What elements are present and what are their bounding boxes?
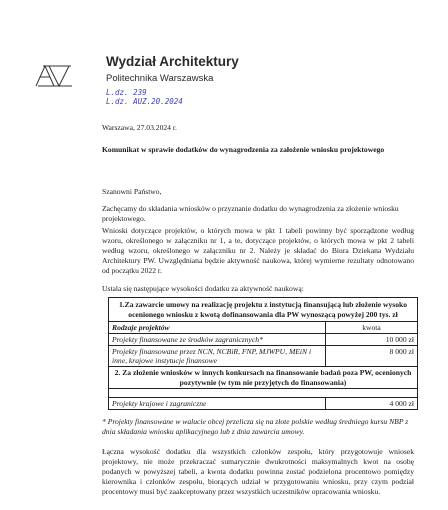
column-header-type: Rodzaje projektów [109, 322, 326, 333]
handwritten-reference-2: L.dz. AUZ.20.2024 [106, 97, 183, 106]
table-cell-type: Projekty finansowane przez NCN, NCBiR, FNP, MJWPU, MEiN i inne, krajowe instytucje finansowe [109, 346, 326, 366]
table-row [109, 334, 417, 346]
table-header-row [109, 322, 417, 334]
table-spacer-row [109, 389, 417, 398]
table-cell-amount: 8 000 zł [389, 347, 414, 356]
footnote: * Projekty finansowane w walucie obcej przelicza się na złote polskie według średniego kursu NBP z dnia składania wniosku aplikacyjnego lub z dnia zawarcia umowy. [102, 417, 409, 436]
document-subject: Komunikat w sprawie dodatków do wynagrodzenia za założenie wniosku projektowego [102, 145, 385, 154]
document-date: Warszawa, 27.03.2024 r. [102, 123, 177, 132]
table-cell-amount: 4 000 zł [389, 399, 414, 408]
table-cell-amount: 10 000 zł [385, 335, 414, 344]
column-header-amount: kwota [362, 323, 381, 332]
bonus-table [108, 297, 418, 410]
table-row [109, 346, 417, 367]
paragraph-1: Zachęcamy do składania wniosków o przyznanie dodatku do wynagrodzenia za złożenie wniosku projektowego. [102, 204, 399, 223]
table-cell-type: Projekty krajowe i zagraniczne [109, 398, 326, 409]
table-cell-type: Projekty finansowane ze środków zagranicznych* [109, 334, 326, 345]
table-row [109, 398, 417, 409]
paragraph-4: Łączna wysokość dodatku dla wszystkich członków zespołu, który przygotowuje wniosek projektowy, nie może przekraczać sumarycznie dwukrotności maksymalnych kwot na osobę podanych w powyższej tabeli, a kwota dodatku powinna zostać podzielona procentowo pomiędzy kierownika i członków zespołu, biorących udział w przygotowaniu wniosku, przy czym podział procentowy musi być zaakceptowany przez wszystkich uczestników opracowania wniosku. [102, 447, 414, 496]
greeting: Szanowni Państwo, [102, 187, 162, 196]
paragraph-2: Wnioski dotyczące projektów, o których mowa w pkt 1 tabeli powinny być sporządzone według wzoru, określonego w załączniku nr 1, a te, dotyczące projektów, o których mowa w pkt 2 tabeli według wzoru, określonego w załączniku nr 2. Należy je składać do Biura Dziekana Wydziału Architektury PW. Uwzględniana będzie aktywność naukowa, której wymierne rezultaty odnotowano od początku 2022 r. [102, 226, 414, 275]
institution-name: Wydział Architektury [106, 54, 239, 69]
university-name: Politechnika Warszawska [106, 73, 214, 84]
table-section-2-heading: 2. Za złożenie wniosków w innych konkursach na finansowanie badań poza PW, ocenionych pozytywnie (w tym nie przyjętych do finansowania) [109, 367, 417, 389]
table-section-1-heading: 1.Za zawarcie umowy na realizację projektu z instytucją finansującą lub złożenie wysoko ocenionego wniosku z kwotą dofinansowania dla PW wynoszącą powyżej 200 tys. zł [109, 298, 417, 322]
faculty-logo-icon [35, 62, 73, 88]
paragraph-3: Ustala się następujące wysokości dodatku za aktywność naukową: [102, 284, 304, 293]
handwritten-reference-1: L.dz. 239 [106, 88, 147, 97]
